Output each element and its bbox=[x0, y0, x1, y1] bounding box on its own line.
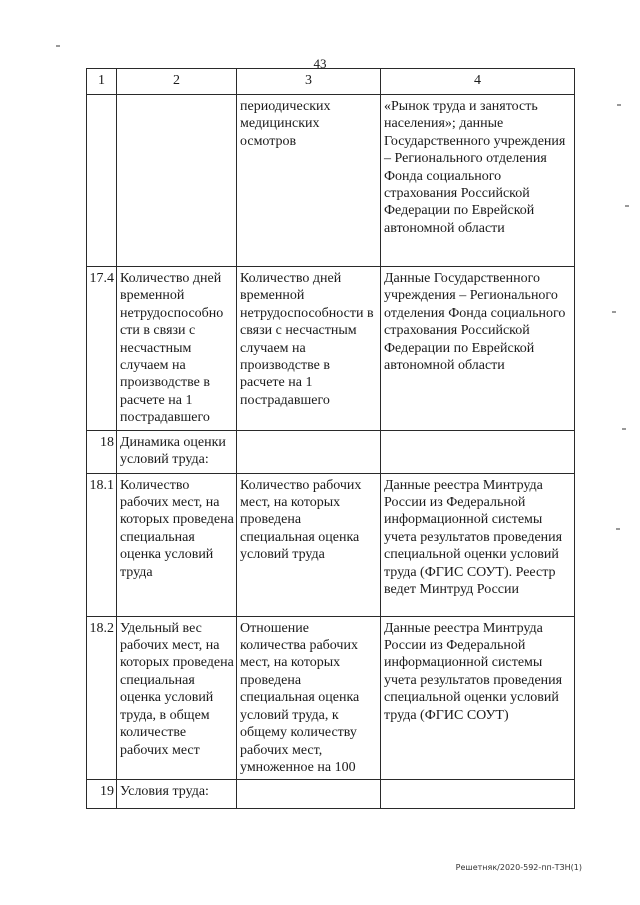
page-number: 43 bbox=[313, 56, 327, 71]
source-cell: Данные Государственного учреждения – Регионального отделения Фонда социального страхования Российской Федерации по Еврейской автономной области bbox=[381, 267, 575, 431]
table-row bbox=[87, 616, 575, 780]
indicators-table bbox=[86, 68, 575, 809]
indicator-cell: Условия труда: bbox=[117, 780, 237, 809]
indicator-cell: Количество рабочих мест, на которых проведена специальная оценка условий труда bbox=[117, 473, 237, 616]
method-cell: Количество дней временной нетрудоспособности в связи с несчастным случаем на производстве в расчете на 1 пострадавшего bbox=[237, 267, 381, 431]
table-row bbox=[87, 95, 575, 267]
method-cell: Отношение количества рабочих мест, на которых проведена специальная оценка условий труда, к общему количеству рабочих мест, умноженное на 100 bbox=[237, 616, 381, 780]
scan-mark bbox=[625, 205, 629, 207]
method-cell bbox=[237, 780, 381, 809]
row-number: 19 bbox=[87, 780, 117, 809]
row-number: 17.4 bbox=[87, 267, 117, 431]
scan-mark bbox=[616, 528, 620, 530]
header-cell: 1 bbox=[87, 69, 117, 95]
scan-mark bbox=[622, 428, 626, 430]
table-row bbox=[87, 780, 575, 809]
header-cell: 2 bbox=[117, 69, 237, 95]
table-row bbox=[87, 473, 575, 616]
table-header-row bbox=[87, 69, 575, 95]
indicator-cell: Динамика оценки условий труда: bbox=[117, 430, 237, 473]
row-number bbox=[87, 95, 117, 267]
header-cell: 3 bbox=[237, 69, 381, 95]
row-number: 18.1 bbox=[87, 473, 117, 616]
source-cell bbox=[381, 780, 575, 809]
source-cell: Данные реестра Минтруда России из Федеральной информационной системы учета результатов проведения специальной оценки условий труда (ФГИС СОУТ) bbox=[381, 616, 575, 780]
indicator-cell: Удельный вес рабочих мест, на которых проведена специальная оценка условий труда, в общем количестве рабочих мест bbox=[117, 616, 237, 780]
table-row bbox=[87, 430, 575, 473]
source-cell bbox=[381, 430, 575, 473]
scan-mark bbox=[56, 45, 60, 47]
document-code: Решетняк/2020-592-пп-ТЗН(1) bbox=[455, 863, 582, 872]
method-cell: Количество рабочих мест, на которых проведена специальная оценка условий труда bbox=[237, 473, 381, 616]
scan-mark bbox=[617, 104, 621, 106]
row-number: 18 bbox=[87, 430, 117, 473]
method-cell bbox=[237, 430, 381, 473]
source-cell: Данные реестра Минтруда России из Федеральной информационной системы учета результатов проведения специальной оценки условий труда (ФГИС СОУТ). Реестр ведет Минтруд России bbox=[381, 473, 575, 616]
method-cell: периодических медицинских осмотров bbox=[237, 95, 381, 267]
scan-mark bbox=[612, 311, 616, 313]
header-cell: 4 bbox=[381, 69, 575, 95]
indicator-cell bbox=[117, 95, 237, 267]
row-number: 18.2 bbox=[87, 616, 117, 780]
table-row bbox=[87, 267, 575, 431]
source-cell: «Рынок труда и занятость населения»; данные Государственного учреждения – Регионального отделения Фонда социального страхования Российской Федерации по Еврейской автономной области bbox=[381, 95, 575, 267]
indicator-cell: Количество дней временной нетрудоспособно сти в связи с несчастным случаем на производстве в расчете на 1 пострадавшего bbox=[117, 267, 237, 431]
